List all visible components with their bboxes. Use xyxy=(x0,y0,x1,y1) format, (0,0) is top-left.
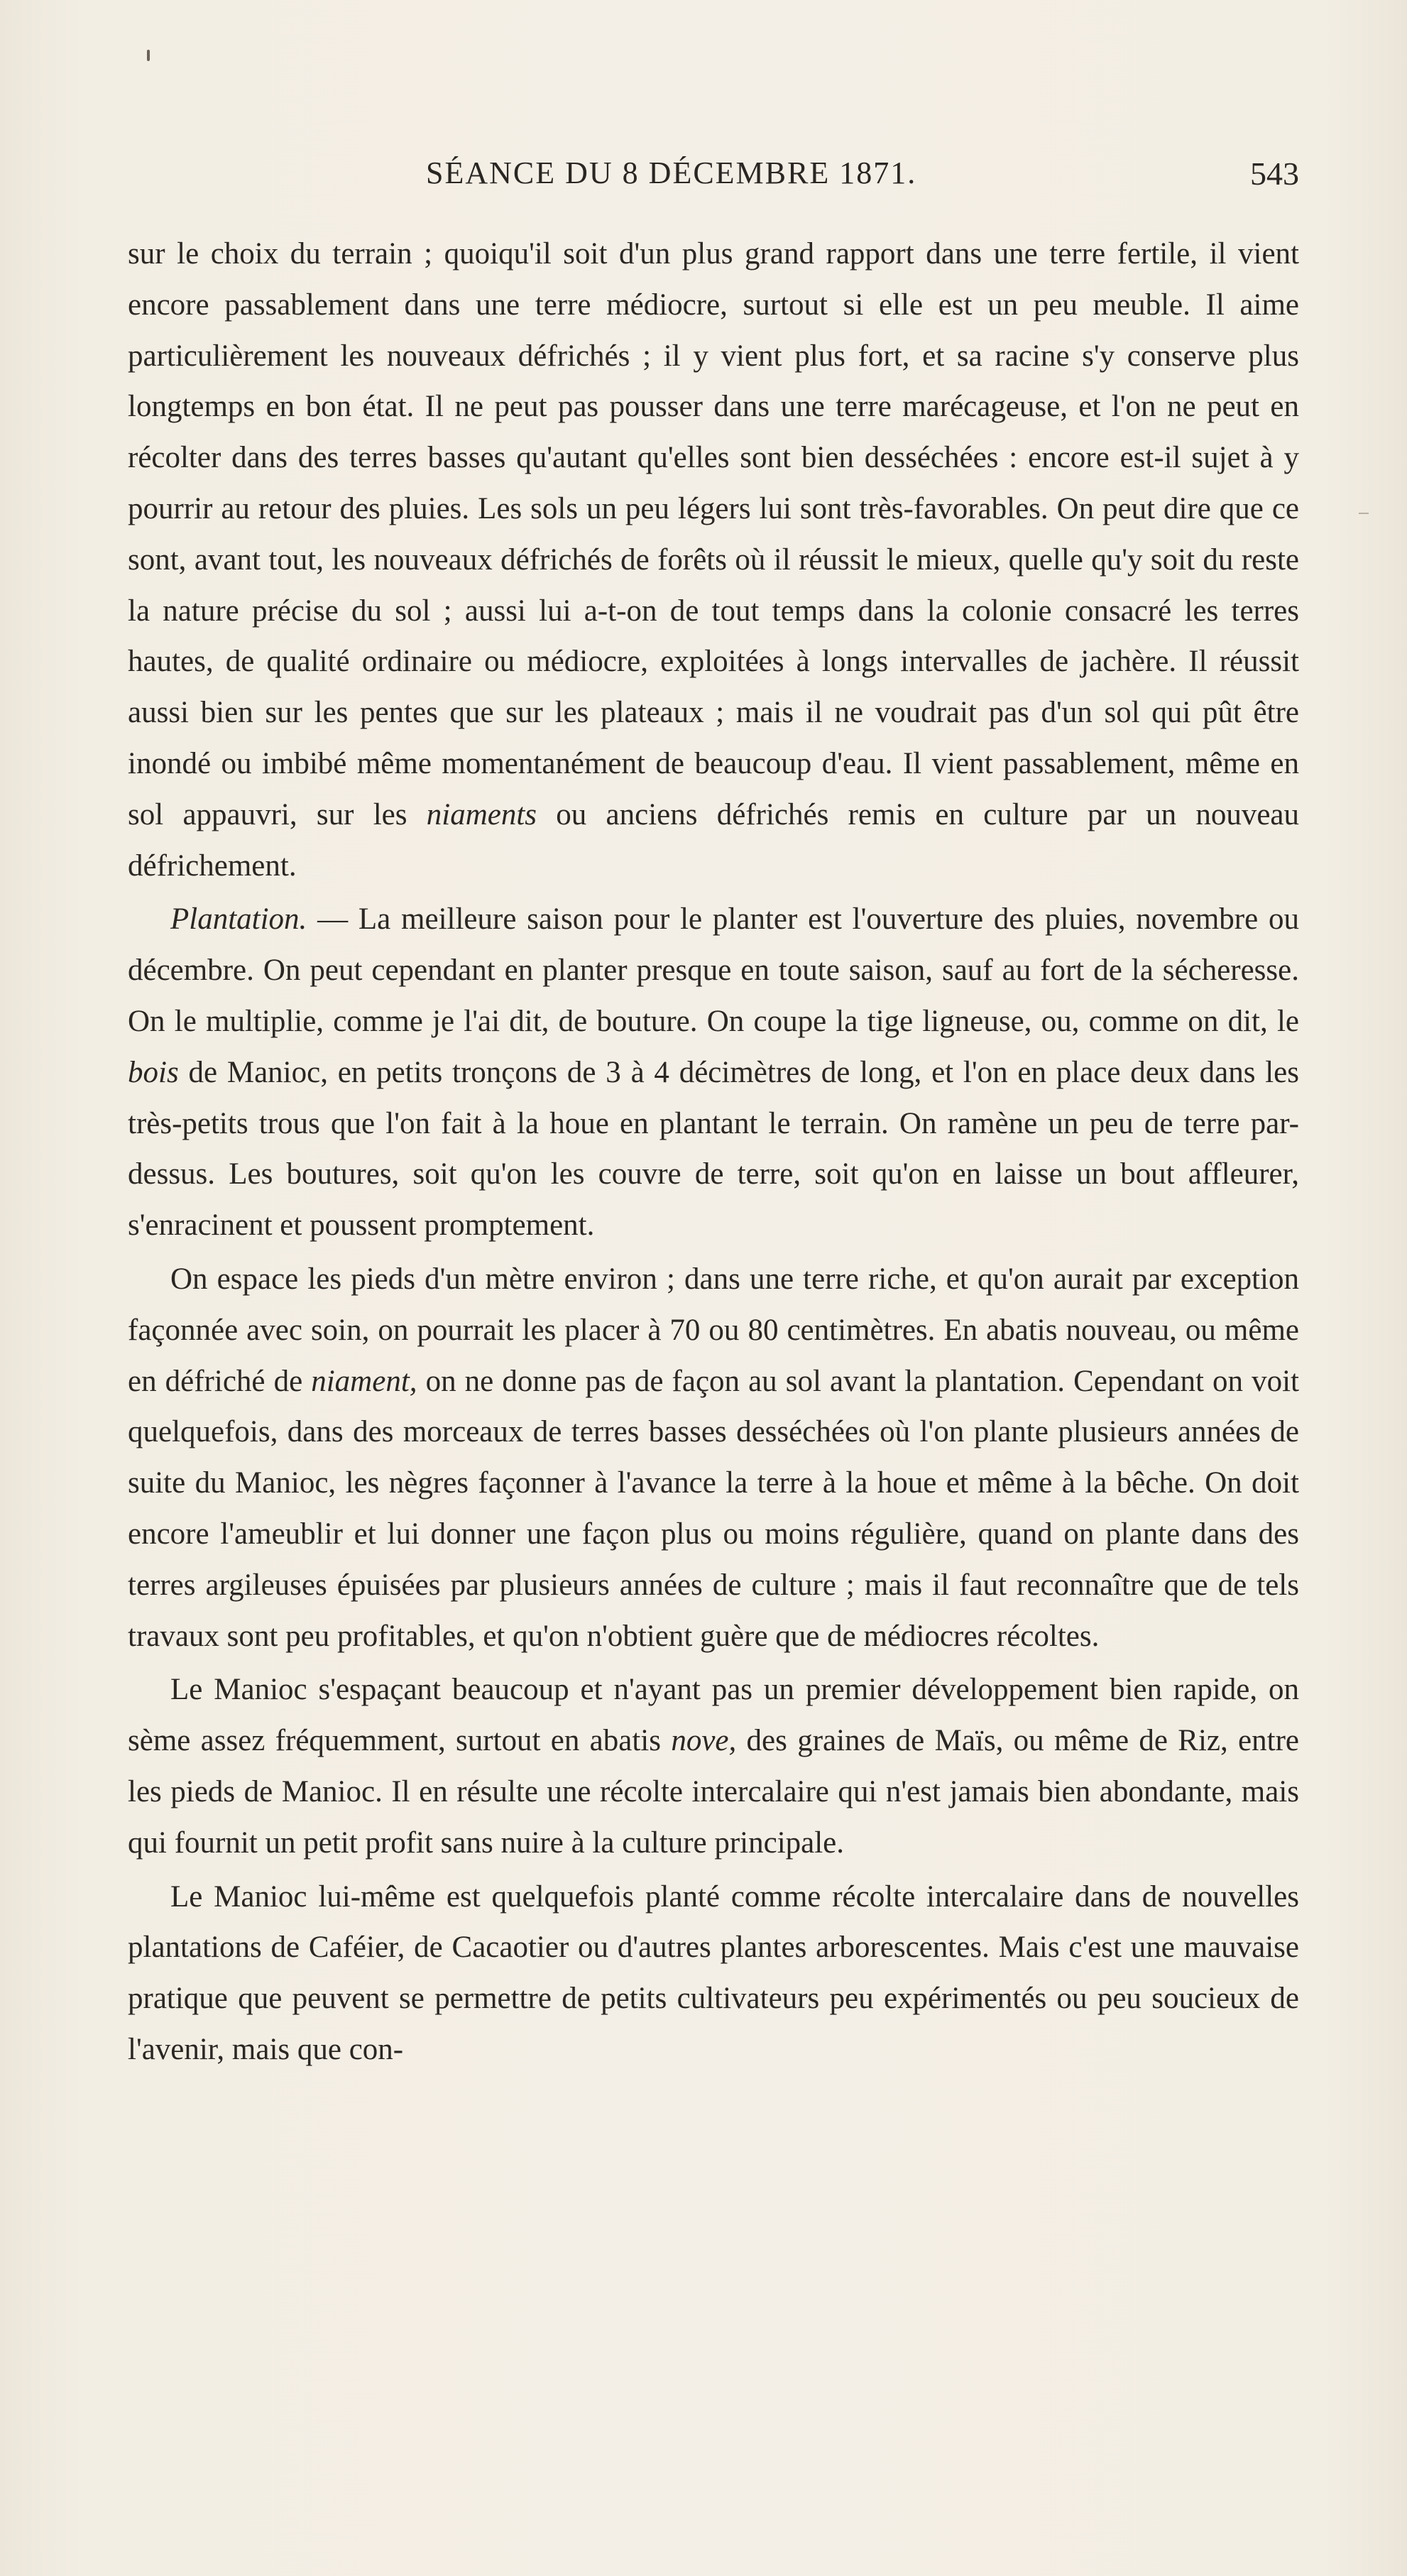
paragraph-manioc-intercalary xyxy=(128,1872,1299,2075)
text-run: ou anciens défrichés remis en culture par un nouveau défrichement. xyxy=(128,797,1300,883)
print-mark xyxy=(147,50,150,61)
section-heading: Plantation. xyxy=(170,902,307,937)
text-run: — La meilleure saison pour le planter est l'ouverture des pluies, novembre ou décembre. On peut cependant en planter presque en toute saison, sauf au fort de la sécheresse. On le multiplie, comme je l'ai dit, de bouture. On coupe la tige ligneuse, ou, comme on dit, le xyxy=(128,902,1299,1038)
running-head: SÉANCE DU 8 DÉCEMBRE 1871. xyxy=(426,155,917,190)
paragraph-intercrop xyxy=(128,1664,1299,1868)
margin-mark xyxy=(1359,513,1369,514)
paragraph-plantation xyxy=(128,894,1299,1251)
paragraph-soil xyxy=(128,229,1299,891)
text-run: sur le choix du terrain ; quoiqu'il soit d'un plus grand rapport dans une terre fertile, il vient encore passablement dans une terre médiocre, surtout si elle est un peu meuble. Il aime particulièrement les nouveaux défrichés ; il y vient plus fort, et sa racine s'y conserve plus longtemps en bon état. Il ne peut pas pousser dans une terre marécageuse, et l'on ne peut en récolter dans des terres basses qu'autant qu'elles sont bien desséchées : encore est-il sujet à y pourrir au retour des pluies. Les sols un peu légers lui sont très-favorables. On peut dire que ce sont, avant tout, les nouveaux défrichés de forêts où il réussit le mieux, quelle qu'y soit du reste la nature précise du sol ; aussi lui a-t-on de tout temps dans la colonie consacré les terres hautes, de qualité ordinaire ou médiocre, exploitées à longs intervalles de jachère. Il réussit aussi bien sur les pentes que sur les plateaux ; mais il ne voudrait pas d'un sol qui pût être inondé ou imbibé même momentanément de beaucoup d'eau. Il vient passablement, même en sol appauvri, sur les xyxy=(128,237,1299,831)
text-run: On espace les pieds d'un mètre environ ; dans une terre riche, et qu'on aurait par exception façonnée avec soin, on pourrait les placer à 70 ou 80 centimètres. En abatis nouveau, ou même en défriché de xyxy=(128,1262,1299,1398)
body-text xyxy=(128,229,1299,2075)
text-run: on ne donne pas de façon au sol avant la plantation. Cependant on voit quelquefois, dans des morceaux de terres basses desséchées où l'on plante plusieurs années de suite du Manioc, les nègres façonner à l'avance la terre à la houe et même à la bêche. On doit encore l'ameublir et lui donner une façon plus ou moins régulière, quand on plante dans des terres argileuses épuisées par plusieurs années de culture ; mais il faut reconnaître que de tels travaux sont peu profitables, et qu'on n'obtient guère que de médiocres récoltes. xyxy=(128,1364,1300,1653)
italic-term: nove, xyxy=(671,1724,737,1758)
paragraph-spacing xyxy=(128,1254,1299,1661)
page-number: 543 xyxy=(1250,155,1299,192)
italic-term: niament, xyxy=(311,1364,417,1398)
page-header xyxy=(128,155,1299,204)
italic-term: niaments xyxy=(426,797,537,831)
text-run: Le Manioc lui-même est quelquefois planté comme récolte intercalaire dans de nouvelles plantations de Caféier, de Cacaotier ou d'autres plantes arborescentes. Mais c'est une mauvaise pratique que peuvent se permettre de petits cultivateurs peu expérimentés ou peu soucieux de l'avenir, mais que con- xyxy=(128,1879,1299,2066)
text-run: Le Manioc s'espaçant beaucoup et n'ayant pas un premier développement bien rapide, on sème assez fréquemment, surtout en abatis xyxy=(128,1673,1299,1758)
text-run: des graines de Maïs, ou même de Riz, entre les pieds de Manioc. Il en résulte une récolte intercalaire qui n'est jamais bien abondante, mais qui fournit un petit profit sans nuire à la culture principale. xyxy=(128,1724,1299,1860)
italic-term: bois xyxy=(128,1055,179,1089)
text-run: de Manioc, en petits tronçons de 3 à 4 décimètres de long, et l'on en place deux dans les très-petits trous que l'on fait à la houe en plantant le terrain. On ramène un peu de terre par-dessus. Les boutures, soit qu'on les couvre de terre, soit qu'on en laisse un bout affleurer, s'enracinent et poussent promptement. xyxy=(128,1055,1299,1243)
